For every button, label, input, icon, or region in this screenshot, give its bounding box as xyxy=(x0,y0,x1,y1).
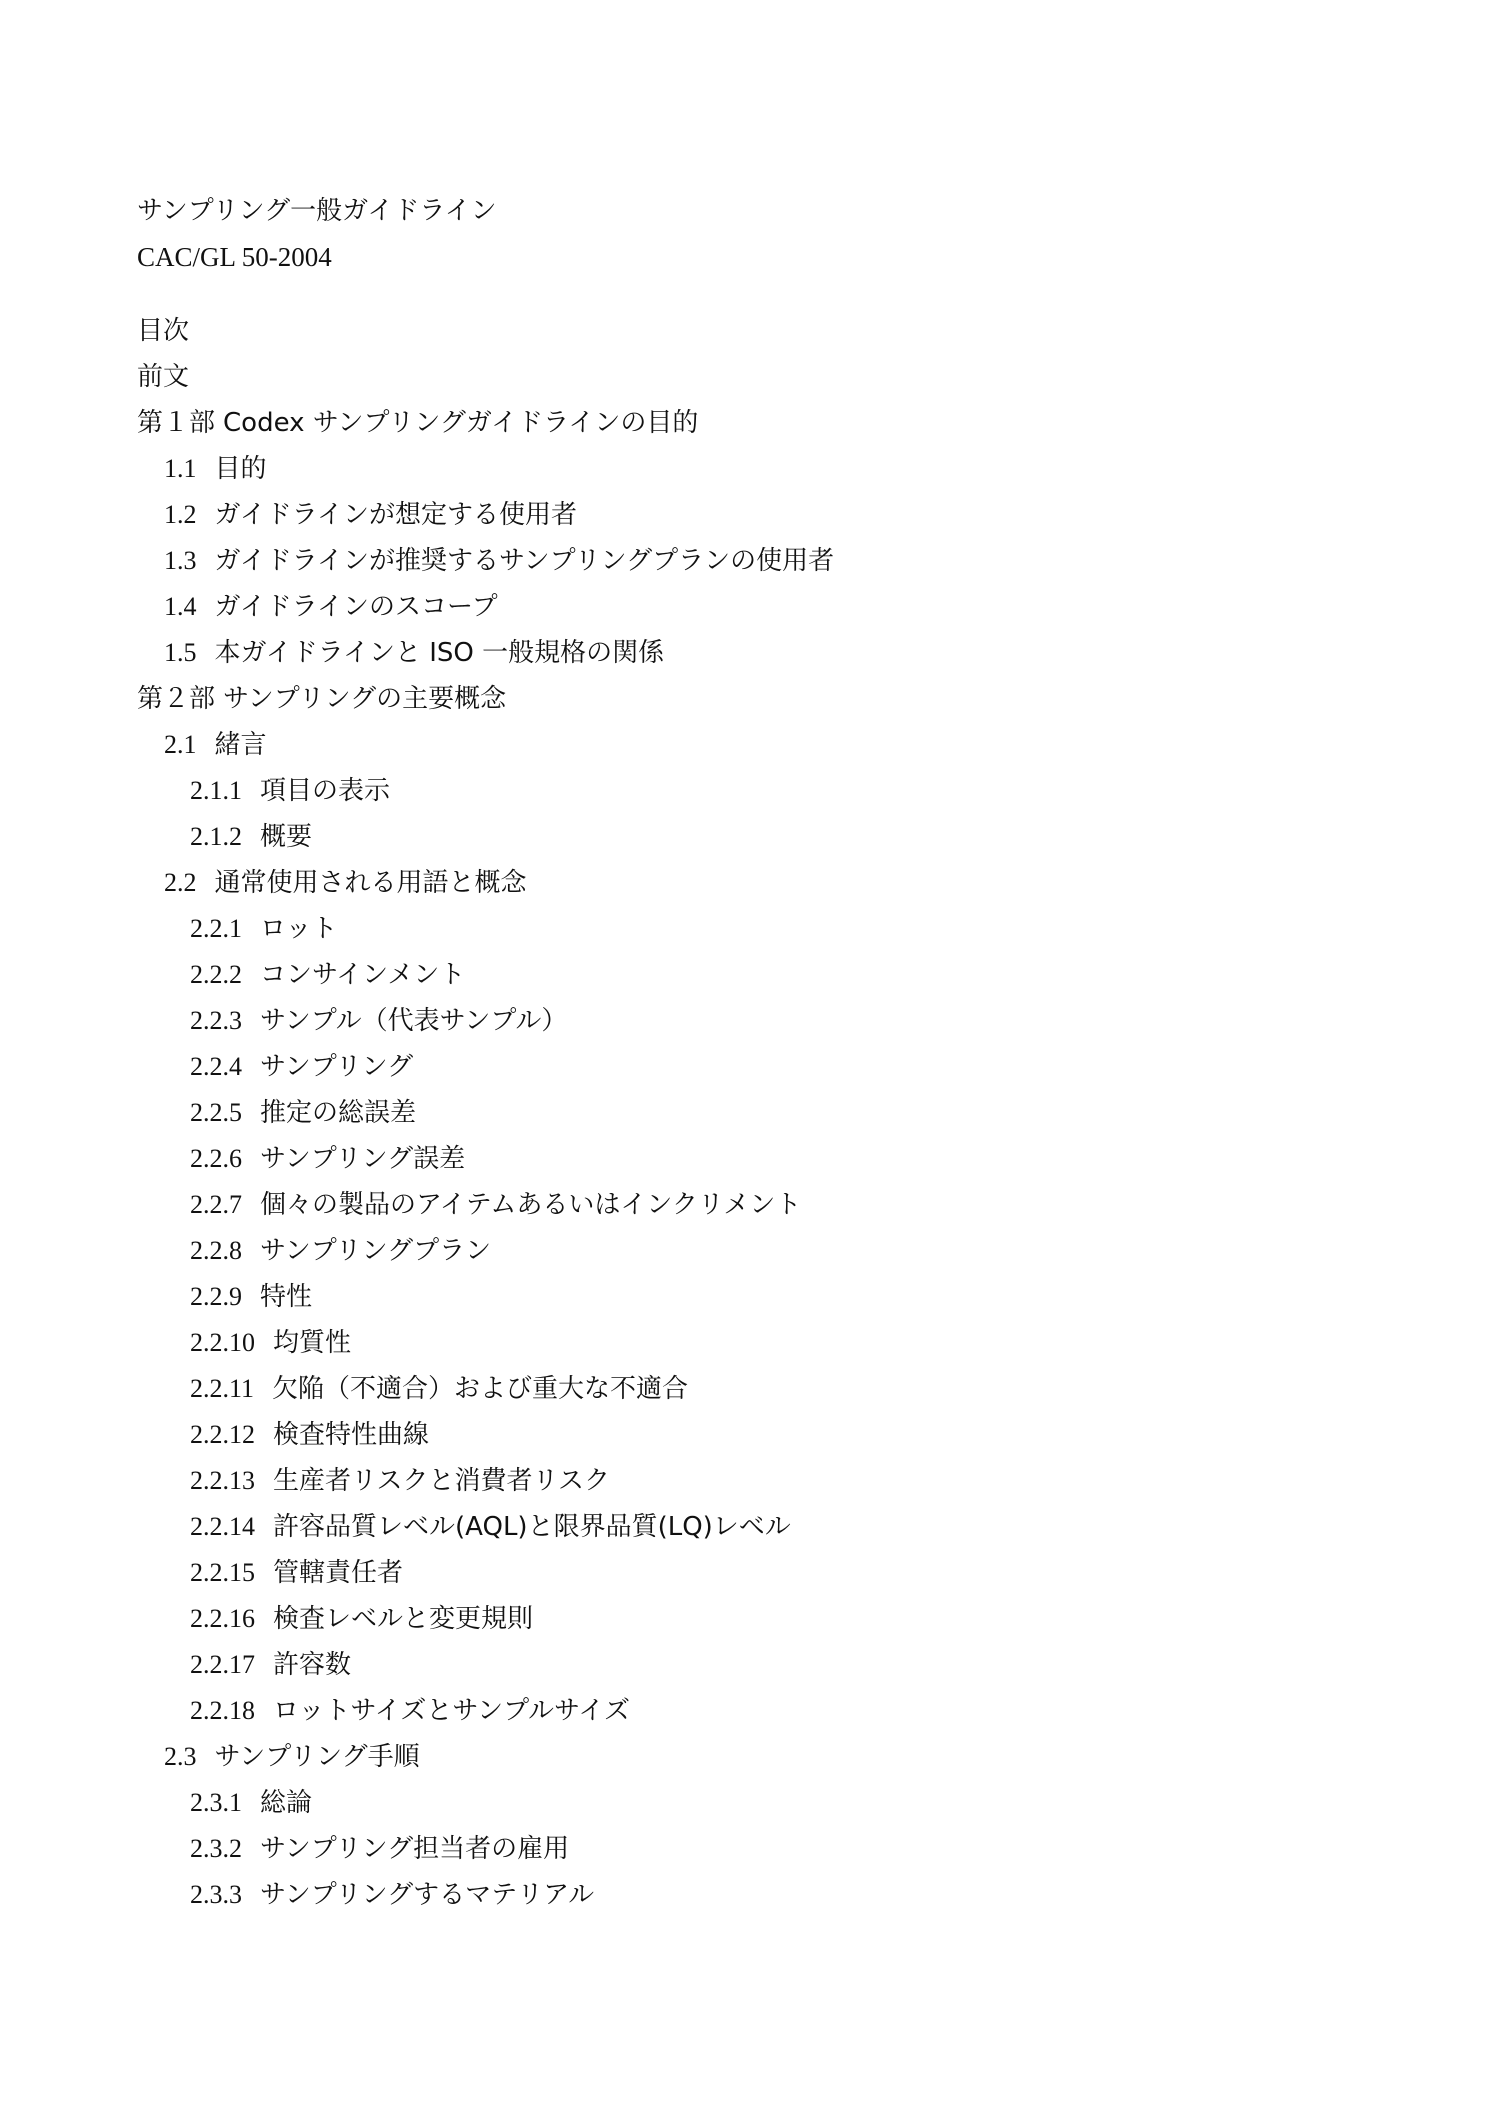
toc-entry-number: 2.3 xyxy=(164,1742,197,1771)
toc-entry xyxy=(137,538,1387,584)
toc-entry-number: 2.2.4 xyxy=(190,1052,242,1081)
toc-entry-number: 1.2 xyxy=(164,500,197,529)
toc-entry-number: 2.2.13 xyxy=(190,1466,255,1495)
toc-entry xyxy=(137,1366,1387,1412)
toc-entry xyxy=(137,998,1387,1044)
toc-entry-title: ガイドラインが推奨するサンプリングプランの使用者 xyxy=(214,546,835,576)
toc-entry-title: 生産者リスクと消費者リスク xyxy=(273,1466,610,1496)
toc-entry-title: 総論 xyxy=(260,1788,313,1818)
toc-entry xyxy=(137,400,1387,446)
toc-entry xyxy=(137,1136,1387,1182)
toc-entry-title: サンプリングプラン xyxy=(260,1236,492,1266)
toc-entry xyxy=(137,1734,1387,1780)
toc-entry xyxy=(137,814,1387,860)
toc-entry-title: 前文 xyxy=(137,362,190,392)
toc-entry xyxy=(137,1458,1387,1504)
toc-entry-title: ロットサイズとサンプルサイズ xyxy=(273,1696,630,1726)
toc-entry xyxy=(137,860,1387,906)
toc-entry-title: サンプリングの主要概念 xyxy=(223,684,507,714)
toc-entry-title: 個々の製品のアイテムあるいはインクリメント xyxy=(260,1190,802,1220)
toc-entry xyxy=(137,1550,1387,1596)
toc-entry-title: サンプリング xyxy=(260,1052,414,1082)
toc-entry xyxy=(137,1090,1387,1136)
toc-entry xyxy=(137,722,1387,768)
toc-entry-title: 本ガイドラインと ISO 一般規格の関係 xyxy=(214,638,665,668)
toc-entry-number: 2.2.10 xyxy=(190,1328,255,1357)
toc-entry-number: 2.2.11 xyxy=(190,1374,255,1403)
toc-entry xyxy=(137,1274,1387,1320)
toc-entry-number: 2.2.15 xyxy=(190,1558,255,1587)
toc-entry-title: 通常使用される用語と概念 xyxy=(214,868,527,898)
toc-entry xyxy=(137,906,1387,952)
toc-entry-number: 2.2.3 xyxy=(190,1006,242,1035)
toc-entry-number: 2.2.2 xyxy=(190,960,242,989)
toc-entry-title: ガイドラインが想定する使用者 xyxy=(214,500,577,530)
toc-entry xyxy=(137,1228,1387,1274)
toc-entry-number: 2.2.8 xyxy=(190,1236,242,1265)
toc-entry xyxy=(137,630,1387,676)
toc-entry-title: 特性 xyxy=(260,1282,313,1312)
document-header xyxy=(137,188,1337,280)
toc-entry-number: 2.1 xyxy=(164,730,197,759)
toc-entry-number: 2.2 xyxy=(164,868,197,897)
toc-entry-number: 2.2.12 xyxy=(190,1420,255,1449)
toc-entry xyxy=(137,1780,1387,1826)
toc-entry xyxy=(137,446,1387,492)
toc-entry-number: 2.2.5 xyxy=(190,1098,242,1127)
toc-entry-number: 2.3.1 xyxy=(190,1788,242,1817)
toc-entry xyxy=(137,768,1387,814)
toc-entry-title: 検査レベルと変更規則 xyxy=(273,1604,534,1634)
document-code: CAC/GL 50-2004 xyxy=(137,242,332,272)
toc-entry-title: 目次 xyxy=(137,316,190,346)
toc-entry-title: 検査特性曲線 xyxy=(273,1420,430,1450)
toc-entry xyxy=(137,1826,1387,1872)
toc-entry xyxy=(137,354,1387,400)
toc-entry-number: 2.2.18 xyxy=(190,1696,255,1725)
toc-entry xyxy=(137,676,1387,722)
toc-entry-number: 2.1.1 xyxy=(190,776,242,805)
toc-entry-title: 項目の表示 xyxy=(260,776,391,806)
toc-entry xyxy=(137,1412,1387,1458)
toc-entry-title: 緒言 xyxy=(214,730,267,760)
toc-entry-number: 2.2.16 xyxy=(190,1604,255,1633)
toc-entry-title: 許容品質レベル(AQL)と限界品質(LQ)レベル xyxy=(273,1512,791,1542)
toc-entry xyxy=(137,1182,1387,1228)
toc-entry-number: 2.2.17 xyxy=(190,1650,255,1679)
toc-entry xyxy=(137,308,1387,354)
toc-entry-number: 1.5 xyxy=(164,638,197,667)
toc-entry xyxy=(137,584,1387,630)
toc-entry-number: 第１部 xyxy=(137,408,216,437)
toc-entry-number: 1.1 xyxy=(164,454,197,483)
toc-entry-number: 2.2.14 xyxy=(190,1512,255,1541)
document-title: サンプリング一般ガイドライン xyxy=(137,196,497,226)
toc-entry-number: 2.3.3 xyxy=(190,1880,242,1909)
toc-entry xyxy=(137,1872,1387,1918)
toc-entry xyxy=(137,1642,1387,1688)
toc-entry xyxy=(137,1504,1387,1550)
toc-entry xyxy=(137,952,1387,998)
toc-entry xyxy=(137,1320,1387,1366)
toc-entry-number: 2.1.2 xyxy=(190,822,242,851)
toc-entry-number: 第２部 xyxy=(137,684,216,713)
toc-entry-title: 許容数 xyxy=(273,1650,352,1680)
toc-entry-title: 均質性 xyxy=(273,1328,352,1358)
toc-entry-title: サンプリング担当者の雇用 xyxy=(260,1834,570,1864)
toc-entry-title: サンプル（代表サンプル） xyxy=(260,1006,568,1036)
toc-entry-title: サンプリング誤差 xyxy=(260,1144,466,1174)
toc-entry-title: ロット xyxy=(260,914,338,944)
table-of-contents xyxy=(137,308,1387,1918)
toc-entry xyxy=(137,1596,1387,1642)
toc-entry-title: サンプリング手順 xyxy=(214,1742,420,1772)
toc-entry-title: 概要 xyxy=(260,822,313,852)
toc-entry-title: サンプリングするマテリアル xyxy=(260,1880,595,1910)
toc-entry-title: コンサインメント xyxy=(260,960,466,990)
toc-entry xyxy=(137,1044,1387,1090)
toc-entry-title: Codex サンプリングガイドラインの目的 xyxy=(223,408,699,438)
toc-entry-number: 1.3 xyxy=(164,546,197,575)
toc-entry-number: 2.3.2 xyxy=(190,1834,242,1863)
toc-entry-number: 1.4 xyxy=(164,592,197,621)
toc-entry-title: 目的 xyxy=(214,454,267,484)
toc-entry-title: 推定の総誤差 xyxy=(260,1098,417,1128)
toc-entry xyxy=(137,492,1387,538)
toc-entry-number: 2.2.1 xyxy=(190,914,242,943)
toc-entry-number: 2.2.6 xyxy=(190,1144,242,1173)
toc-entry-title: ガイドラインのスコープ xyxy=(214,592,498,622)
toc-entry xyxy=(137,1688,1387,1734)
toc-entry-number: 2.2.9 xyxy=(190,1282,242,1311)
toc-entry-title: 管轄責任者 xyxy=(273,1558,404,1588)
toc-entry-title: 欠陥（不適合）および重大な不適合 xyxy=(272,1374,689,1404)
toc-entry-number: 2.2.7 xyxy=(190,1190,242,1219)
